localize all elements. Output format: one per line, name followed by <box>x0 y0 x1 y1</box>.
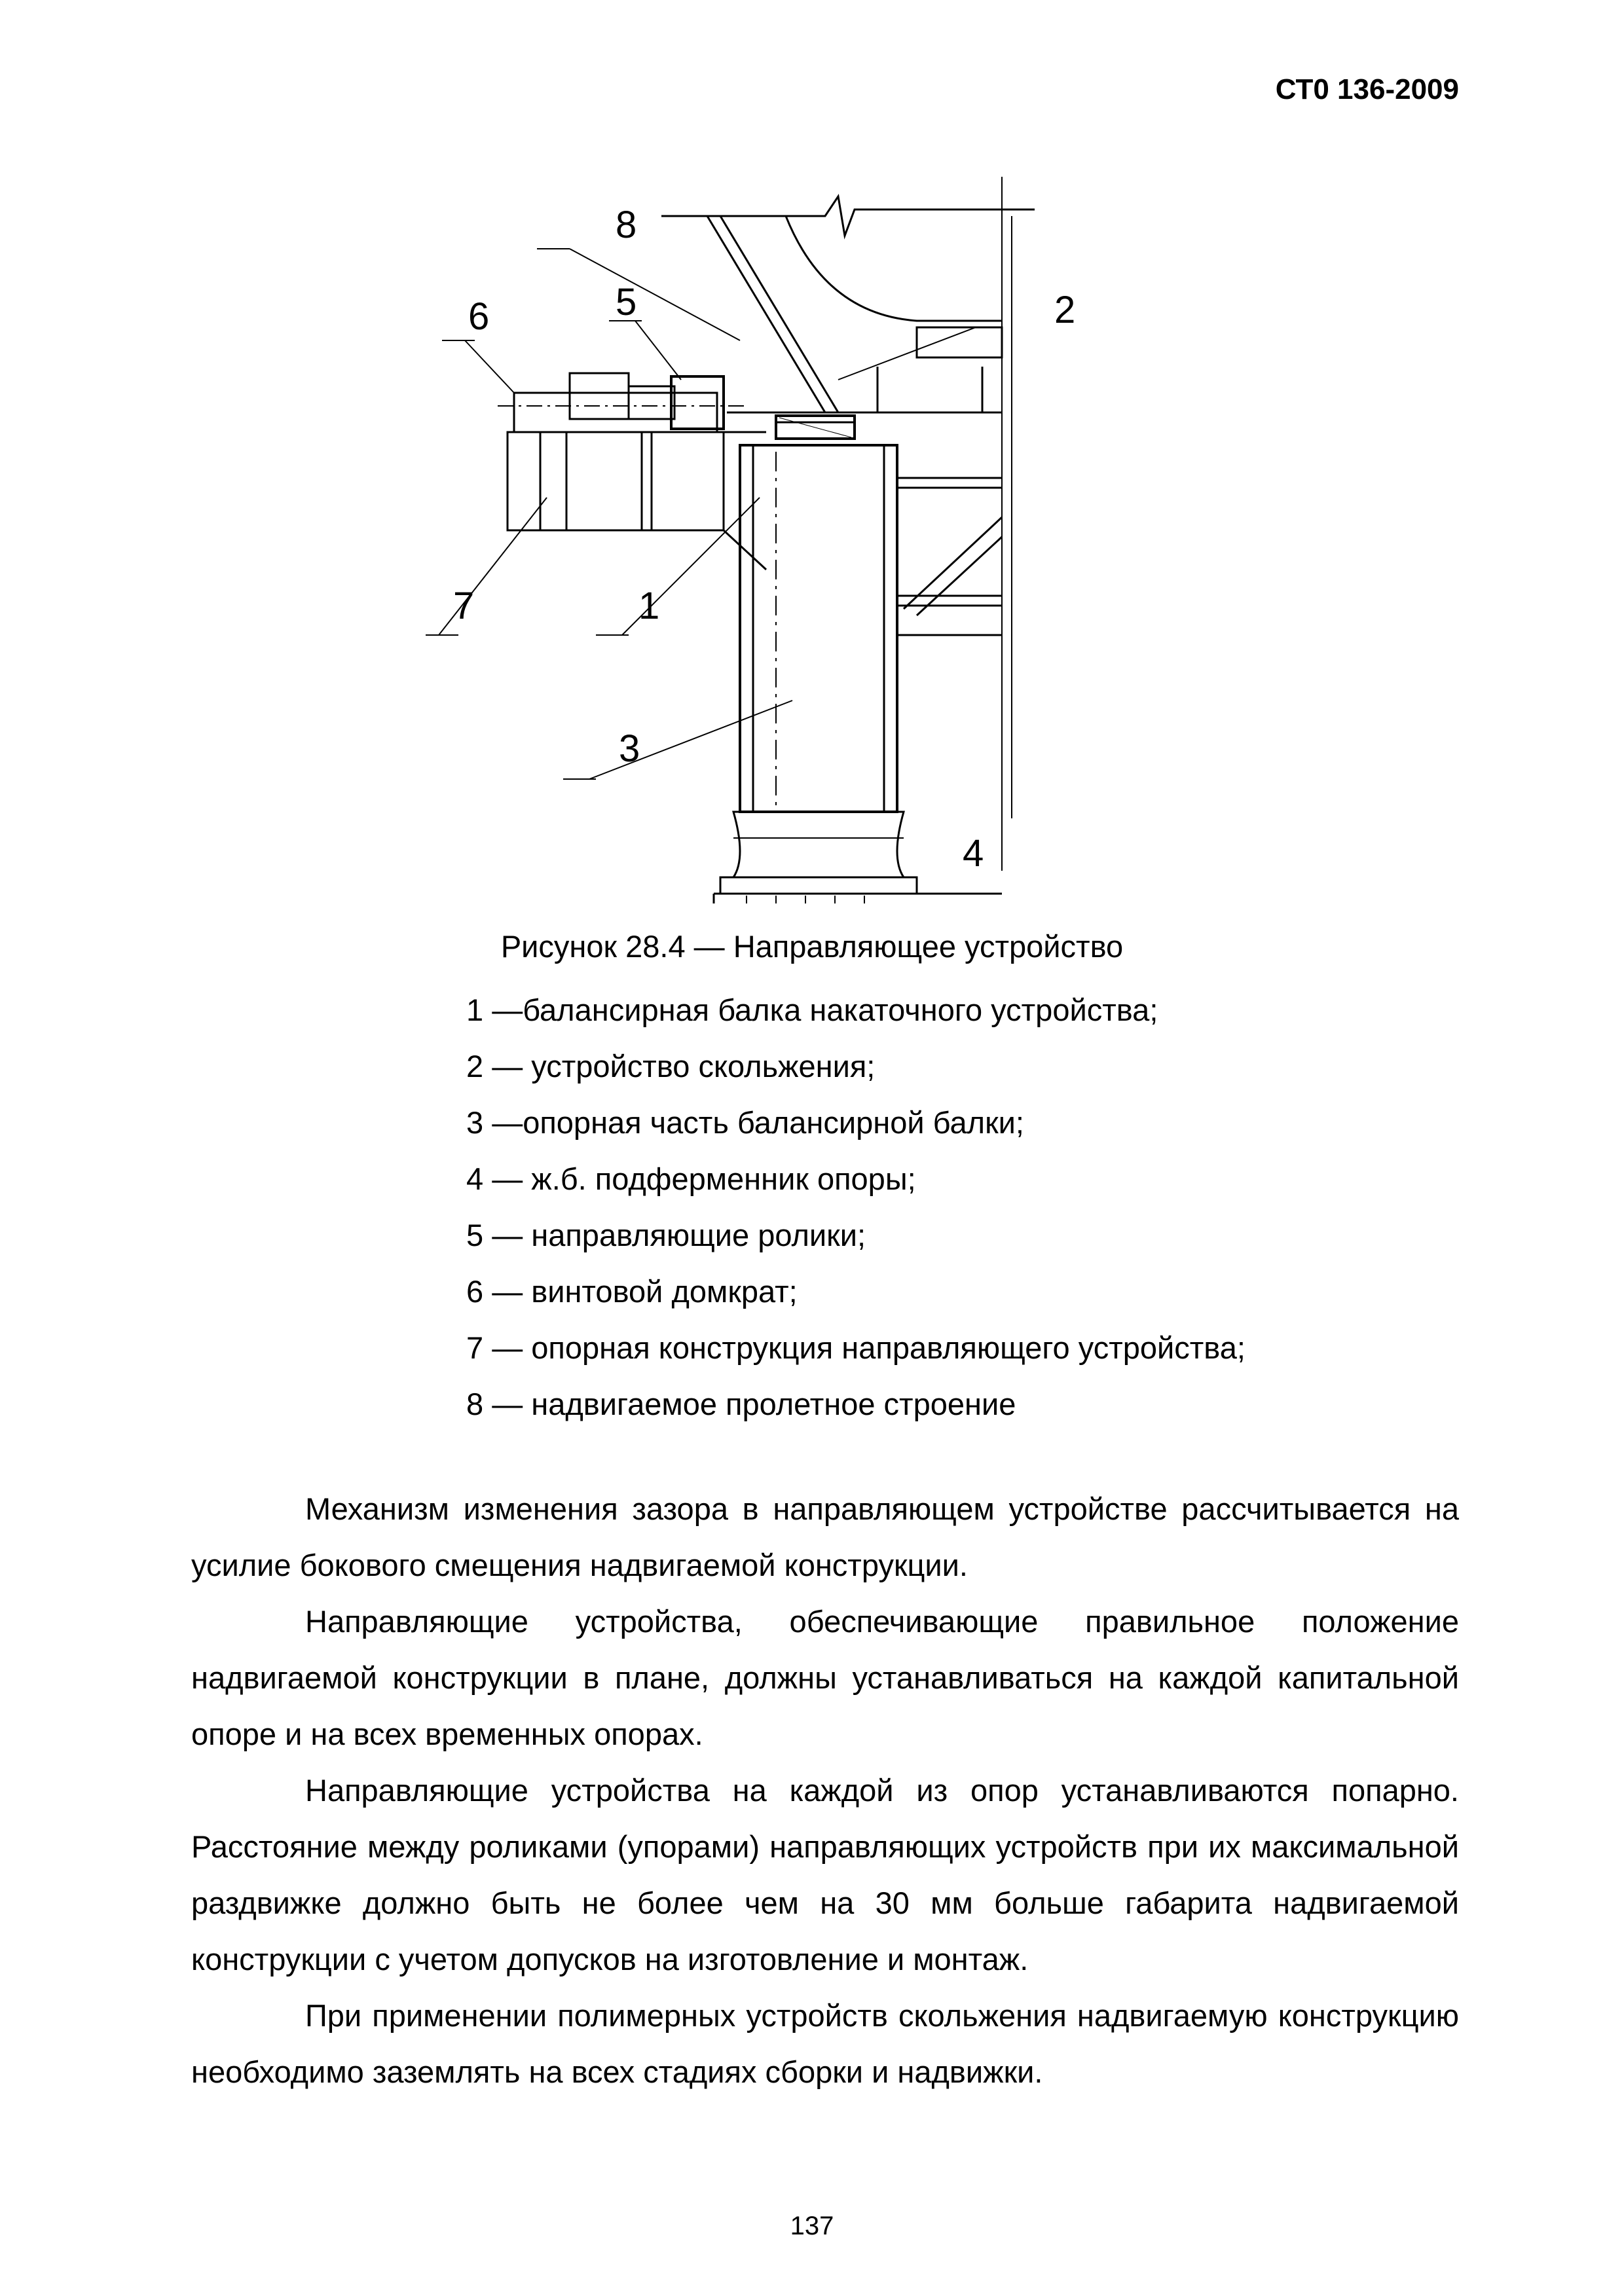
callout-7: 7 <box>453 585 475 627</box>
callout-8: 8 <box>616 204 637 246</box>
callout-2: 2 <box>1054 289 1076 331</box>
legend-item: 8 — надвигаемое пролетное строение <box>466 1387 1016 1421</box>
legend-item: 3 —опорная часть балансирной балки; <box>466 1105 1024 1140</box>
legend-item: 2 — устройство скольжения; <box>466 1049 876 1084</box>
figure-caption: Рисунок 28.4 — Направляющее устройство <box>500 929 1124 964</box>
callout-6: 6 <box>468 295 490 338</box>
legend-item: 1 —балансирная балка накаточного устройства; <box>466 993 1158 1027</box>
figure-legend <box>466 982 1246 1432</box>
body-text <box>191 1481 1459 2100</box>
guide-device-drawing <box>419 164 1139 903</box>
legend-item: 4 — ж.б. подферменник опоры; <box>466 1161 916 1196</box>
paragraph: Направляющие устройства, обеспечивающие правильное положение надвигаемой конструкции в плане, должны устанавливаться на каждой капитальной опоре и на всех временных опорах. <box>191 1604 1459 1751</box>
paragraph: При применении полимерных устройств скольжения надвигаемую конструкцию необходимо заземлять на всех стадиях сборки и надвижки. <box>191 1998 1459 2089</box>
callout-3: 3 <box>619 727 640 770</box>
legend-item: 6 — винтовой домкрат; <box>466 1274 798 1309</box>
callout-5: 5 <box>616 281 637 323</box>
paragraph: Направляющие устройства на каждой из опор устанавливаются попарно. Расстояние между роликами (упорами) направляющих устройств при их максимальной раздвижке должно быть не более чем на 30 мм больше габарита надвигаемой конструкции с учетом допусков на изготовление и монтаж. <box>191 1773 1459 1977</box>
callout-4: 4 <box>963 832 984 875</box>
callout-1: 1 <box>638 585 660 627</box>
paragraph: Механизм изменения зазора в направляющем устройстве рассчитывается на усилие бокового смещения надвигаемой конструкции. <box>191 1491 1459 1582</box>
legend-item: 7 — опорная конструкция направляющего устройства; <box>466 1330 1246 1365</box>
document-code: СТ0 136-2009 <box>1275 73 1459 105</box>
legend-item: 5 — направляющие ролики; <box>466 1218 866 1252</box>
page-number: 137 <box>790 2212 834 2240</box>
